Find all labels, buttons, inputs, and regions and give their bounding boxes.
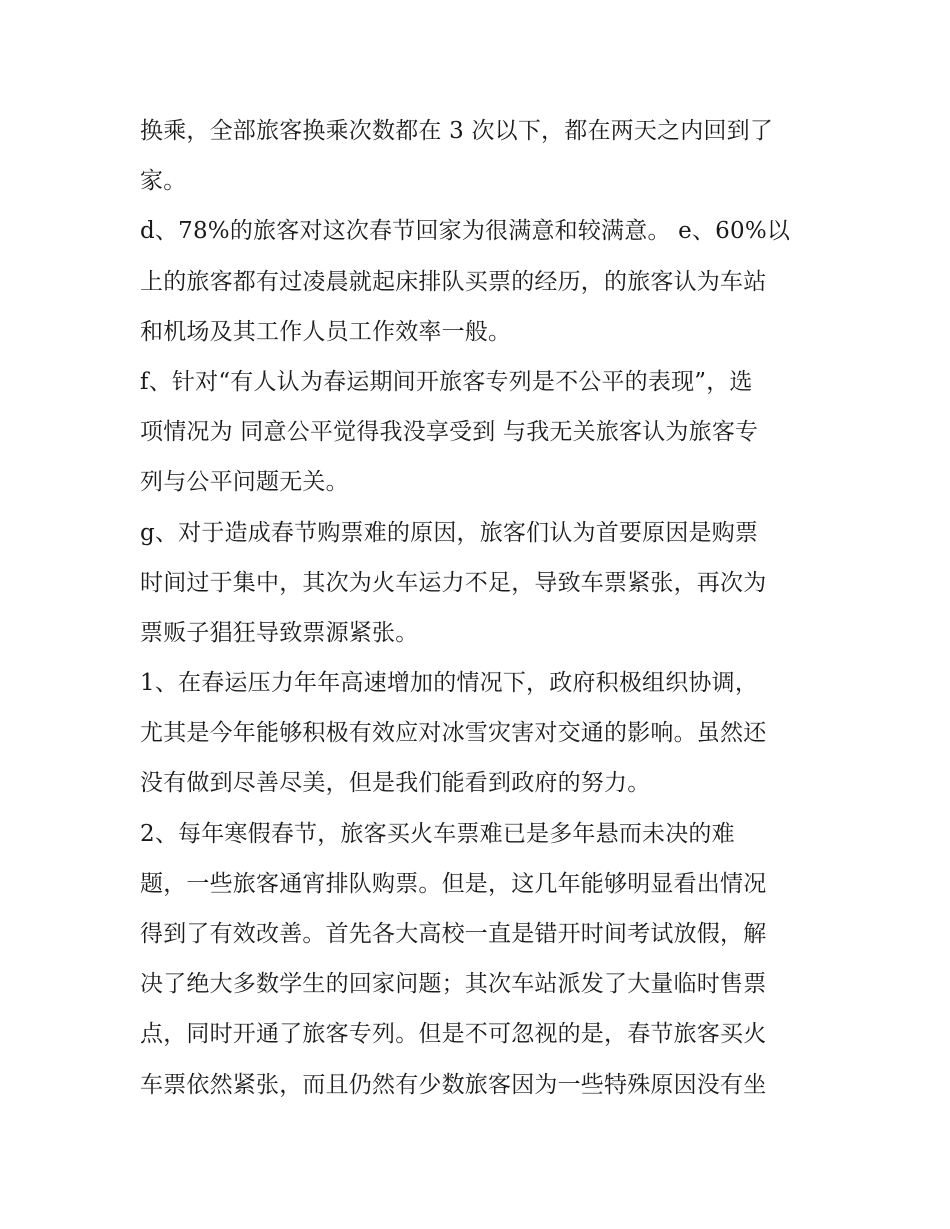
text-line: 上的旅客都有过凌晨就起床排队买票的经历，的旅客认为车站 [140, 268, 767, 295]
text-line: 车票依然紧张，而且仍然有少数旅客因为一些特殊原因没有坐 [140, 1071, 767, 1098]
text-line: 没有做到尽善尽美，但是我们能看到政府的努力。 [140, 770, 651, 797]
paragraph-item-d-e [140, 206, 812, 357]
text-line: d、78%的旅客对这次春节回家为很满意和较满意。 e、60%以 [140, 218, 791, 245]
text-line: 列与公平问题无关。 [140, 469, 349, 496]
paragraph-transfer-summary [140, 106, 812, 206]
text-line: 尤其是今年能够积极有效应对冰雪灾害对交通的影响。虽然还 [140, 720, 767, 747]
document-body [140, 106, 812, 1110]
text-line: g、对于造成春节购票难的原因，旅客们认为首要原因是购票 [140, 519, 759, 546]
paragraph-item-g [140, 508, 812, 659]
text-line: 1、在春运压力年年高速增加的情况下，政府积极组织协调， [140, 670, 759, 697]
text-line: 换乘，全部旅客换乘次数都在 3 次以下，都在两天之内回到了 [140, 118, 774, 144]
text-line: 家。 [140, 168, 187, 195]
text-line: 决了绝大多数学生的回家问题；其次车站派发了大量临时售票 [140, 971, 767, 998]
paragraph-point-1 [140, 658, 812, 809]
text-line: f、针对“有人认为春运期间开旅客专列是不公平的表现”，选 [140, 368, 753, 395]
text-line: 2、每年寒假春节，旅客买火车票难已是多年悬而未决的难 [140, 820, 735, 847]
text-line: 题，一些旅客通宵排队购票。但是，这几年能够明显看出情况 [140, 870, 767, 897]
text-line: 和机场及其工作人员工作效率一般。 [140, 318, 512, 345]
text-line: 点，同时开通了旅客专列。但是不可忽视的是，春节旅客买火 [140, 1021, 767, 1048]
paragraph-point-2 [140, 809, 812, 1110]
text-line: 时间过于集中，其次为火车运力不足，导致车票紧张，再次为 [140, 569, 767, 596]
paragraph-item-f [140, 357, 812, 508]
text-line: 项情况为 同意公平觉得我没享受到 与我无关旅客认为旅客专 [140, 419, 759, 446]
text-line: 票贩子猖狂导致票源紧张。 [140, 619, 419, 646]
text-line: 得到了有效改善。首先各大高校一直是错开时间考试放假，解 [140, 921, 767, 947]
